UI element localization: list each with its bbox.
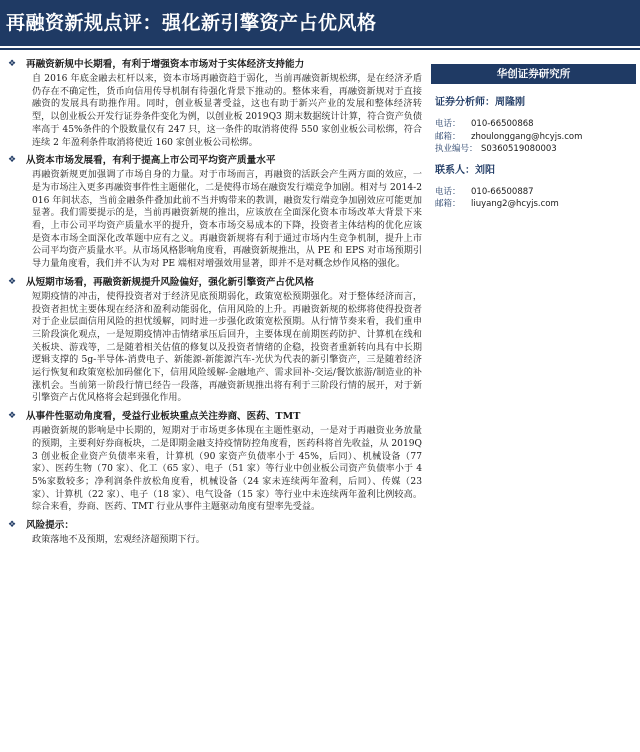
analyst-phone: 010-66500868 <box>471 119 534 129</box>
section-heading-text: 风险提示： <box>26 520 74 532</box>
diamond-bullet-icon: ❖ <box>8 155 17 166</box>
analyst-email[interactable]: zhoulonggang@hcyjs.com <box>471 131 583 142</box>
section-body: 再融资新规的影响是中长期的，短期对于市场更多体现在主题性驱动，一是对于再融资业务放量的预期，主要利好券商板块，二是即期金融支持疫情防控角度看，医药科将首先收益，从 2019Q3 创业板企业资产负债率来看，计算机（90 家资产负债率小于 45%，后同）、机械设备（77 家）、医药生物（70 家）、化工（65 家）、电子（51 家）等行业中创业板公司资产负债率小于 45%家数较多；净利润条件放松角度看，机械设备（24 家未连续两年盈利，后同）、传媒（23 家）、计算机（22 家）、电子（18 家）、电气设备（15 家）等行业中未连续两年盈利比例较高。综合来看，券商、医药、TMT 行业从事件主题驱动角度有望率先受益。 <box>32 426 422 513</box>
contact-phone-row <box>431 186 636 199</box>
section-heading <box>4 58 422 71</box>
analyst-license-row <box>431 143 636 156</box>
contact-email[interactable]: liuyang2@hcyjs.com <box>471 199 559 209</box>
analyst-license: S0360519080003 <box>481 144 557 154</box>
org-banner: 华创证券研究所 <box>431 64 636 84</box>
email-label: 邮箱： <box>435 199 461 209</box>
diamond-bullet-icon: ❖ <box>8 520 17 531</box>
section-4 <box>4 410 422 514</box>
section-2 <box>4 154 422 271</box>
section-heading <box>4 519 422 532</box>
analyst-email-row <box>431 131 636 144</box>
analyst-heading <box>431 96 636 110</box>
section-body: 短期疫情的冲击，使得投资者对于经济见底预期弱化，政策宽松预期强化。对于整体经济而言，投资者担忧主要体现在经济和盈利动能弱化，信用风险的上升。再融资新规的松绑将使得投资者对于企业层面信用风险的担忧缓解，同时进一步强化政策宽松预期。从行情节奏来看，我们重申三阶段演化观点，一是短期疫情冲击情绪承压后回升，主要体现在前期医药防护、计算机在线和关板块、游戏等，二是随着相关估值的修复以及投资者情绪的企稳，投资者重新转向具有中长期逻辑支撑的 5g-半导体-消费电子、新能源-新能源汽车-光伏为代表的新引擎资产，三是随着经济运行恢复和政策宽松加码催化下，信用风险缓解-金融地产、需求回补-交运/餐饮旅游/制造业的补涨机会。当前第一阶段行情已经告一段落，再融资新规推出将有利于三阶段行情的展开，对于新引擎资产占优风格将会起到强化作用。 <box>32 291 422 404</box>
page-title: 再融资新规点评：强化新引擎资产占优风格 <box>6 12 377 34</box>
section-risk <box>4 519 422 547</box>
analyst-role: 证券分析师： <box>435 97 495 108</box>
section-heading-text: 再融资新规中长期看，有利于增强资本市场对于实体经济支持能力 <box>26 59 305 70</box>
contact-phone: 010-66500887 <box>471 186 534 197</box>
section-heading-text: 从资本市场发展看，有利于提高上市公司平均资产质量水平 <box>26 155 276 167</box>
contact-name: 刘阳 <box>475 164 495 176</box>
diamond-bullet-icon: ❖ <box>8 59 17 69</box>
section-heading-text: 从事件性驱动角度看，受益行业板块重点关注券商、医药、TMT <box>26 411 301 423</box>
section-3 <box>4 276 422 405</box>
section-heading <box>4 276 422 289</box>
section-body: 政策落地不及预期，宏观经济超预期下行。 <box>32 535 205 546</box>
section-body: 再融资新规更加强调了市场自身的力量。对于市场而言，再融资的活跃会产生两方面的效应，一是为市场注入更多再融资事件性主题催化，二是使得市场在融资发行端竞争加剧。相对与 2014-2016 年间状态，当前金融条件叠加此前不当并购带来的教训，融资发行端竞争加剧效应可能更加显著。我们需要提示的是，当前再融资新规的推出，应该放在全面深化资本市场改革大背景下来看，上市公司平均资产质量水平的提升，资本市场交易成本的下降，投资者主体结构的优化应该是资本市场全面深化改革题中应有之义。再融资新规将有利于通过市场内生竞争机制，提升上市公司平均资产质量水平。从市场风格影响角度看，再融资新规推出，从 PE 和 EPS 对市场预期引导力量角度看，我们并不认为对 PE 端相对增强效用显著，即并不是对概念炒作风格的强化。 <box>32 170 422 270</box>
section-heading <box>4 154 422 167</box>
page-header <box>0 0 640 46</box>
phone-label: 电话： <box>435 119 461 129</box>
phone-label: 电话： <box>435 186 461 197</box>
section-heading-text: 从短期市场看，再融资新规提升风险偏好，强化新引擎资产占优风格 <box>26 276 314 288</box>
section-heading <box>4 410 422 423</box>
license-label: 执业编号： <box>435 144 478 154</box>
contact-heading <box>431 164 636 178</box>
sidebar <box>431 64 636 211</box>
section-1 <box>4 58 422 149</box>
header-divider <box>0 48 640 50</box>
section-body: 自 2016 年底金融去杠杆以来，资本市场再融资趋于弱化，当前再融资新规松绑，是在经济矛盾仍存在不确定性，货币向信用传导机制有待强化背景下推动的。整体来看，再融资新规对于直接融资的发展具有助推作用。同时，创业板显著受益，这也有助于新兴产业的发展和整体经济转型，以创业板公开发行证券条件变化为例，以创业板 2019Q3 期末数据统计计算，符合资产负债率高于 45%条件的个股数量仅有 247 只，这一条件的取消将使得 550 家创业板公司松绑，符合连续 2 年盈利条件取消将使近 160 家创业板公司松绑。 <box>32 74 422 148</box>
contact-role: 联系人： <box>435 164 475 176</box>
contact-email-row <box>431 198 636 211</box>
report-body <box>4 58 422 552</box>
analyst-name: 周隆刚 <box>495 97 525 108</box>
email-label: 邮箱： <box>435 131 461 142</box>
diamond-bullet-icon: ❖ <box>8 411 17 422</box>
analyst-phone-row <box>431 118 636 131</box>
diamond-bullet-icon: ❖ <box>8 276 17 287</box>
